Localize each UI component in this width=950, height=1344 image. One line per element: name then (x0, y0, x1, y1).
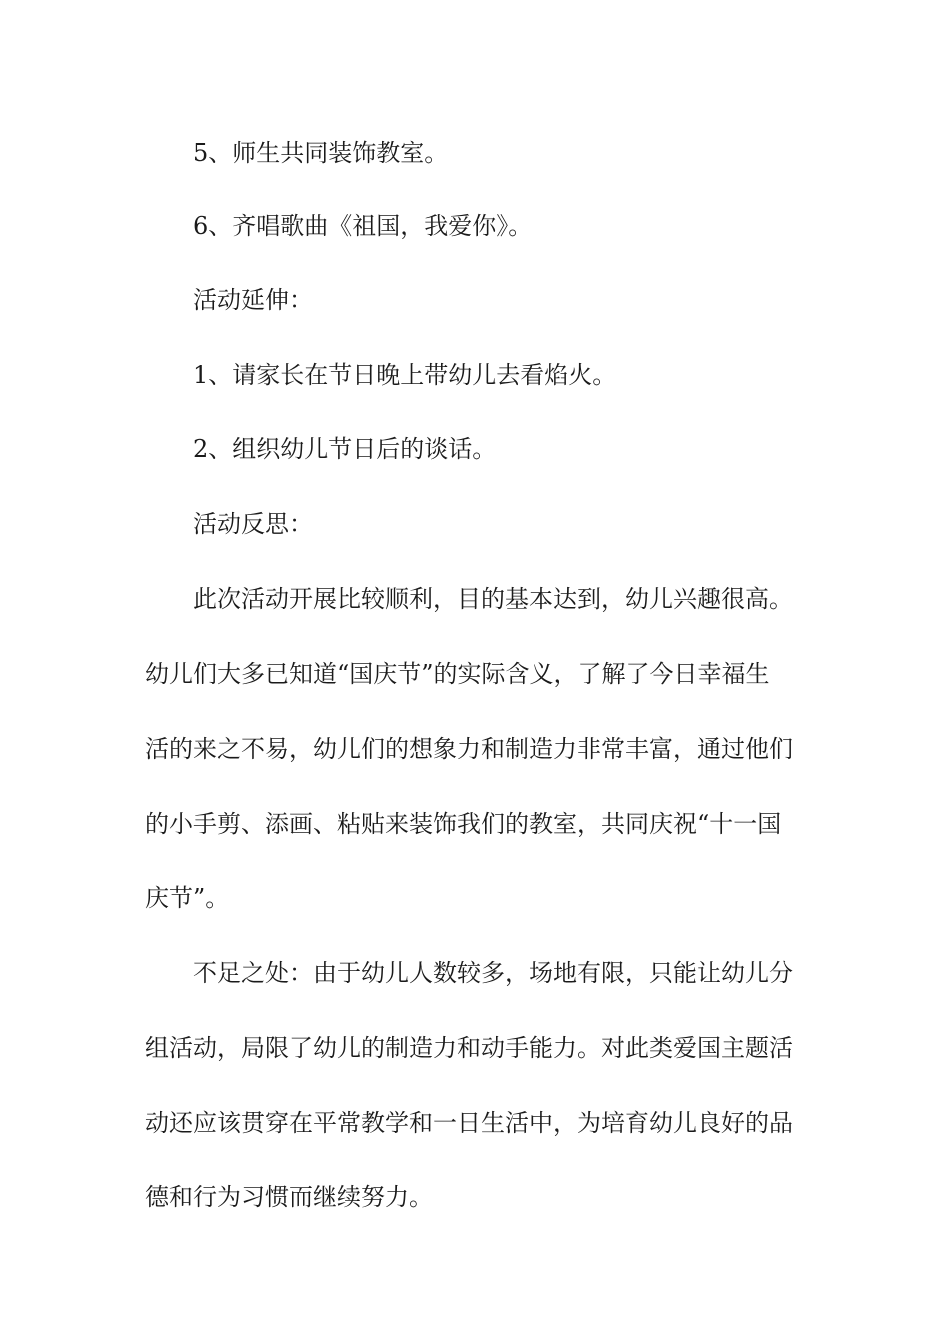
reflection-paragraph-line: 的小手剪、添画、粘贴来装饰我们的教室，共同庆祝“十一国 (145, 810, 782, 838)
step-5-text: 5、师生共同装饰教室。 (193, 139, 449, 167)
shortcoming-paragraph-line: 德和行为习惯而继续努力。 (145, 1183, 433, 1211)
shortcoming-paragraph-line: 动还应该贯穿在平常教学和一日生活中，为培育幼儿良好的品 (145, 1109, 793, 1137)
activity-reflection-heading: 活动反思： (193, 510, 313, 538)
step-6-text: 6、齐唱歌曲《祖国，我爱你》。 (193, 212, 533, 240)
reflection-paragraph-line: 幼儿们大多已知道“国庆节”的实际含义，了解了今日幸福生 (145, 660, 770, 688)
extension-item-1: 1、请家长在节日晚上带幼儿去看焰火。 (193, 361, 617, 389)
reflection-paragraph-line: 庆节”。 (145, 884, 230, 912)
shortcoming-paragraph-line: 组活动，局限了幼儿的制造力和动手能力。对此类爱国主题活 (145, 1034, 793, 1062)
reflection-paragraph-line: 此次活动开展比较顺利，目的基本达到，幼儿兴趣很高。 (193, 585, 793, 613)
activity-extension-heading: 活动延伸： (193, 286, 313, 314)
extension-item-2: 2、组织幼儿节日后的谈话。 (193, 435, 497, 463)
reflection-paragraph-line: 活的来之不易，幼儿们的想象力和制造力非常丰富，通过他们 (145, 735, 793, 763)
shortcoming-paragraph-line: 不足之处：由于幼儿人数较多，场地有限，只能让幼儿分 (193, 959, 793, 987)
